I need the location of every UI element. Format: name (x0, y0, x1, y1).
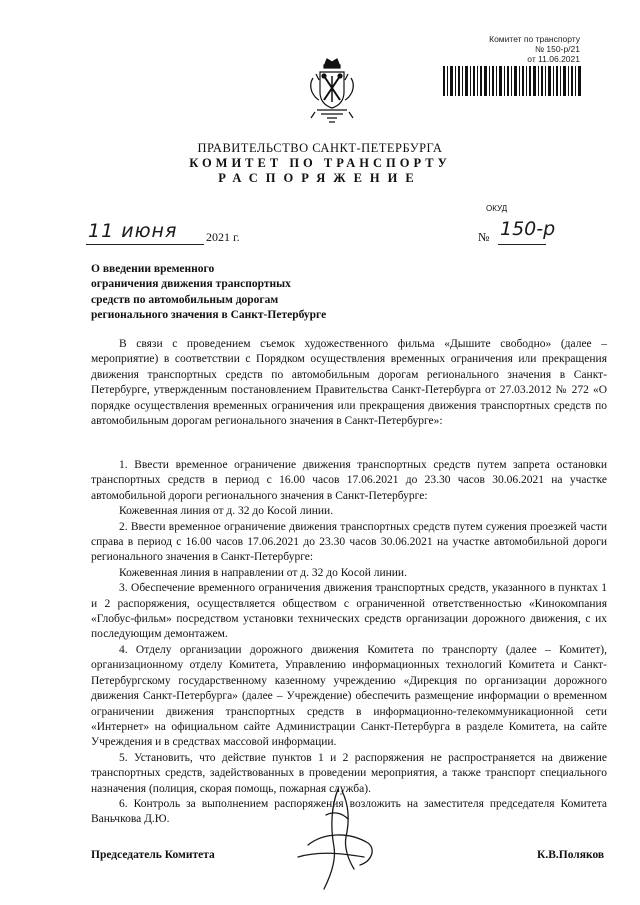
order-item: 6. Контроль за выполнением распоряжения возложить на заместителя председателя Комитета Ваньчкова Д.Ю. (91, 797, 607, 826)
stamp-org: Комитет по транспорту (489, 34, 580, 44)
order-item: 4. Отделу организации дорожного движения Комитета по транспорту (далее – Комитет), организационному отделу Комитета, Управлению информационных технологий Комитета и Санкт-Петербургскому государственному казенному учреждению «Дирекция по организации дорожного движения Санкт-Петербурга» (далее – Учреждение) обеспечить размещение информации о временном ограничении движения транспортных средств в информационно-телекоммуникационной сети «Интернет» на официальном сайте Администрации Санкт-Петербурга в разделе Комитета, на сайте Учреждения и в средствах массовой информации. (91, 643, 607, 749)
order-item: 2. Ввести временное ограничение движения транспортных средств путем сужения проезжей части справа в период с 16.00 часов 17.06.2021 до 23.30 часов 30.06.2021 на участке автомобильной дороги регионального значения в Санкт-Петербурге: (91, 520, 607, 564)
stamp-number: № 150-р/21 (534, 44, 580, 54)
date-line (86, 218, 286, 248)
order-item: Кожевенная линия в направлении от д. 32 до Косой линии. (119, 566, 407, 579)
number-underline (498, 244, 546, 245)
order-item: 3. Обеспечение временного ограничения движения транспортных средств, указанного в пунктах 1 и 2 распоряжения, осуществляется обществом с ограниченной ответственностью «Кинокомпания «Глобус-фильм» посредством установки технических средств организации дорожного движения, с их последующим демонтажем. (91, 582, 607, 641)
registration-stamp (452, 34, 580, 64)
government-title: ПРАВИТЕЛЬСТВО САНКТ-ПЕТЕРБУРГА (197, 141, 443, 155)
document-subject (91, 262, 391, 324)
subject-line: регионального значения в Санкт-Петербурге (91, 309, 327, 322)
barcode (443, 66, 583, 96)
year-label: 2021 г. (206, 230, 240, 244)
order-item: Кожевенная линия от д. 32 до Косой линии. (119, 505, 334, 518)
handwritten-signature (268, 785, 408, 893)
order-item: 1. Ввести временное ограничение движения транспортных средств путем запрета остановки транспортных средств в период с 16.00 часов 17.06.2021 до 23.30 часов 30.06.2021 на участке автомобильной дороги регионального значения в Санкт-Петербурге: (91, 459, 607, 502)
order-items (91, 458, 607, 828)
subject-line: ограничения движения транспортных (91, 278, 291, 291)
number-sign: № (478, 230, 490, 244)
signatory-title: Председатель Комитета (91, 849, 215, 861)
stamp-date: от 11.06.2021 (527, 54, 580, 64)
handwritten-date: 11 июня (88, 220, 178, 242)
committee-title: КОМИТЕТ ПО ТРАНСПОРТУ (189, 156, 451, 170)
number-line (478, 218, 568, 248)
signatory-name: К.В.Поляков (537, 849, 605, 861)
date-underline (86, 244, 204, 245)
subject-line: средств по автомобильным дорогам (91, 293, 279, 306)
handwritten-number: 150-р (500, 218, 556, 240)
coat-of-arms-icon (307, 58, 357, 126)
order-item: 5. Установить, что действие пунктов 1 и 2 распоряжения не распространяется на движение транспортных средств, задействованных в проведении мероприятия, а также транспорт специального назначения (полиция, скорая помощь, пожарная служба). (91, 751, 607, 795)
okud-label: ОКУД (486, 204, 508, 213)
preamble-text: В связи с проведением съемок художественного фильма «Дышите свободно» (далее – мероприятие) в соответствии с Порядком осуществления временных ограничения или прекращения движения транспортных средств по автомобильным дорогам регионального значения в Санкт-Петербурге, утвержденным постановлением Правительства Санкт-Петербурга от 27.03.2012 № 272 «О порядке осуществления временных ограничения или прекращения движения транспортных средств по автомобильным дорогам регионального значения в Санкт-Петербурге»: (91, 338, 607, 428)
document-type: РАСПОРЯЖЕНИЕ (218, 171, 422, 185)
subject-line: О введении временного (91, 263, 215, 275)
preamble (91, 337, 607, 429)
